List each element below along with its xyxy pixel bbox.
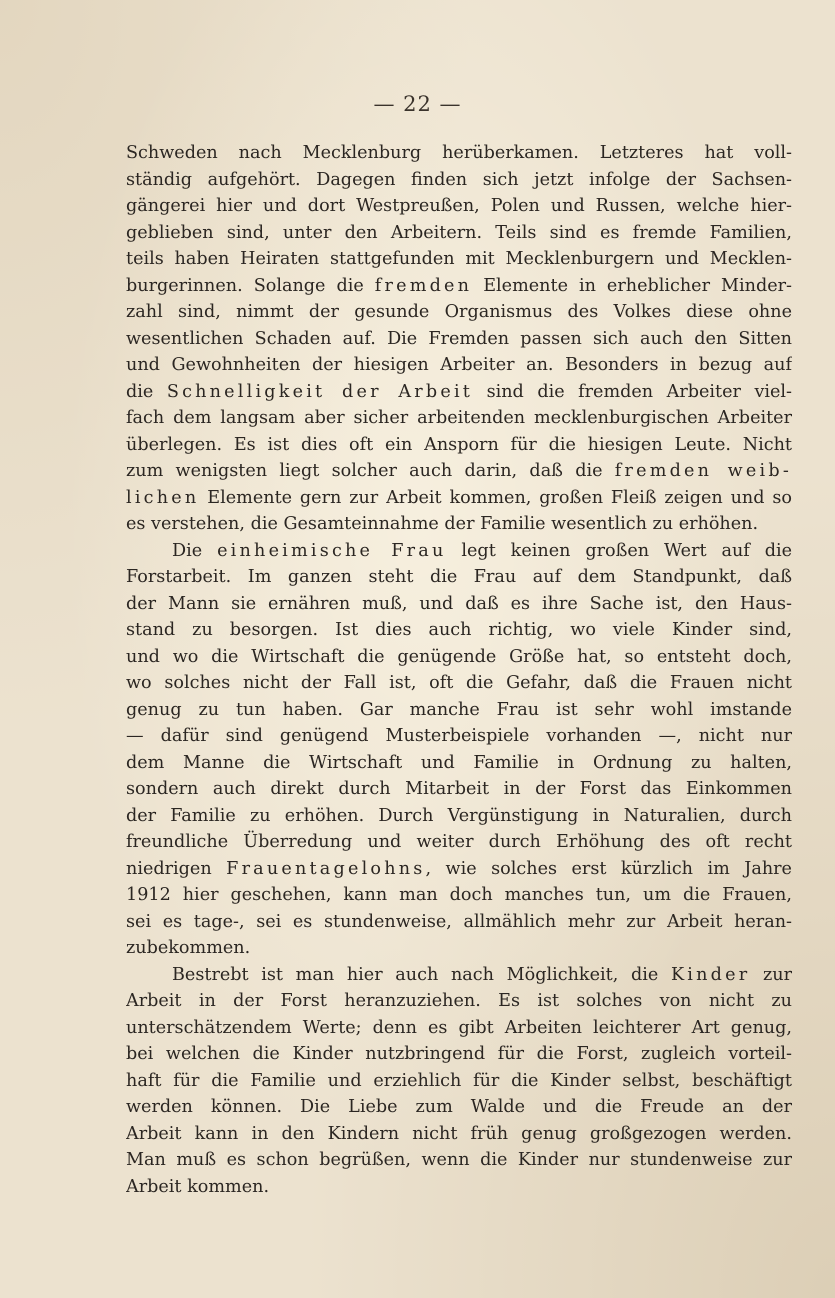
text-segment: ständig aufgehört. Dagegen finden sich jetzt infolge der Sachsen- [126,169,792,190]
text-line [126,405,792,432]
text-line [126,670,792,697]
text-segment: bei welchen die Kinder nutzbringend für die Forst, zugleich vorteil- [126,1044,792,1064]
text-segment: Arbeit in der Forst heranzuziehen. Es ist solches von nicht zu [126,991,792,1011]
text-line [126,1094,792,1121]
text-segment: es verstehen, die Gesamteinnahme der Familie wesentlich zu erhöhen. [126,514,759,534]
body-text [126,140,792,1200]
text-segment: Schweden nach Mecklenburg herüberkamen. Letzteres hat voll- [126,143,792,163]
text-line [126,803,792,830]
text-segment: genug zu tun haben. Gar manche Frau ist sehr wohl imstande [126,699,792,720]
text-line [126,723,792,750]
text-segment: sind die fremden Arbeiter viel- [473,381,792,402]
page-number: — 22 — [373,92,462,116]
text-line [126,909,792,936]
text-line [126,246,792,273]
text-segment: fach dem langsam aber sicher arbeitenden mecklenburgischen Arbeiter [126,408,792,428]
text-line [126,776,792,803]
text-segment: geblieben sind, unter den Arbeitern. Teils sind es fremde Familien, [126,222,792,243]
text-line [126,1068,792,1095]
text-segment: Arbeit kommen. [126,1176,270,1197]
text-segment: niedrigen [126,858,227,879]
text-segment: wo solches nicht der Fall ist, oft die Gefahr, daß die Frauen nicht [126,673,792,693]
text-segment: zahl sind, nimmt der gesunde Organismus des Volkes diese ohne [126,302,792,322]
text-line [126,644,792,671]
text-segment: überlegen. Es ist dies oft ein Ansporn für die hiesigen Leute. Nicht [126,434,792,455]
text-segment: legt keinen großen Wert auf die [446,540,792,561]
text-line [126,458,792,485]
emphasized-text: einheimische Frau [217,540,447,561]
text-segment: sondern auch direkt durch Mitarbeit in der Forst das Einkommen [126,779,792,799]
text-segment: Elemente in erheblicher Minder- [472,275,792,296]
text-line [126,1174,792,1201]
text-segment: wesentlichen Schaden auf. Die Fremden passen sich auch den Sitten [126,328,792,349]
text-line [126,962,792,989]
emphasized-text: Kinder [670,964,751,985]
emphasized-text: Frauentagelohns [226,858,426,879]
text-line [126,988,792,1015]
text-segment: der Mann sie ernähren muß, und daß es ihre Sache ist, den Haus- [126,593,792,614]
text-line [126,485,792,512]
text-segment: sei es tage-, sei es stundenweise, allmählich mehr zur Arbeit heran- [126,911,792,932]
text-segment: gängerei hier und dort Westpreußen, Polen und Russen, welche hier- [126,196,792,216]
text-segment: teils haben Heiraten stattgefunden mit Mecklenburgern und Mecklen- [126,249,792,269]
text-segment: Die [172,540,218,561]
text-segment: burgerinnen. Solange die [126,275,375,296]
text-segment: und wo die Wirtschaft die genügende Größe hat, so entsteht doch, [126,646,792,667]
emphasized-text: fremden [374,275,473,296]
text-segment: — dafür sind genügend Musterbeispiele vorhanden —, nicht nur [126,726,792,746]
text-line [126,1121,792,1148]
text-line [126,1147,792,1174]
text-line [126,882,792,909]
text-segment: unterschätzendem Werte; denn es gibt Arbeiten leichterer Art genug, [126,1017,792,1038]
text-segment: haft für die Familie und erziehlich für die Kinder selbst, beschäftigt [126,1070,792,1091]
text-segment: Bestrebt ist man hier auch nach Möglichkeit, die [172,964,671,985]
text-line [126,432,792,459]
text-segment: Man muß es schon begrüßen, wenn die Kinder nur stundenweise zur [126,1150,792,1170]
text-line [126,167,792,194]
text-segment: freundliche Überredung und weiter durch Erhöhung des oft recht [126,832,792,852]
text-line [126,299,792,326]
text-segment: werden können. Die Liebe zum Walde und die Freude an der [126,1097,792,1117]
text-line [126,829,792,856]
emphasized-text: fremden weib- [614,461,792,481]
text-segment: stand zu besorgen. Ist dies auch richtig, wo viele Kinder sind, [126,620,792,640]
text-segment: zubekommen. [126,938,251,958]
text-segment: 1912 hier geschehen, kann man doch manches tun, um die Frauen, [126,885,792,905]
text-line [126,326,792,353]
text-line [126,511,792,538]
emphasized-text: lichen [126,487,200,508]
emphasized-text: Schnelligkeit der Arbeit [166,381,474,402]
text-line [126,591,792,618]
text-line [126,220,792,247]
text-segment: die [126,381,167,402]
text-line [126,538,792,565]
text-segment: Elemente gern zur Arbeit kommen, großen Fleiß zeigen und so [199,487,792,508]
text-line [126,1015,792,1042]
text-segment: der Familie zu erhöhen. Durch Vergünstigung in Naturalien, durch [126,805,792,826]
text-segment: , wie solches erst kürzlich im Jahre [425,858,792,879]
text-line [126,379,792,406]
text-segment: Forstarbeit. Im ganzen steht die Frau auf dem Standpunkt, daß [126,567,792,587]
text-line [126,697,792,724]
text-line [126,193,792,220]
text-line [126,617,792,644]
text-line [126,352,792,379]
text-line [126,140,792,167]
text-line [126,273,792,300]
text-segment: dem Manne die Wirtschaft und Familie in Ordnung zu halten, [126,752,792,773]
text-line [126,750,792,777]
text-segment: Arbeit kann in den Kindern nicht früh genug großgezogen werden. [126,1123,792,1144]
text-segment: zur [750,964,792,985]
text-segment: zum wenigsten liegt solcher auch darin, daß die [126,461,615,481]
text-line [126,564,792,591]
text-line [126,935,792,962]
text-segment: und Gewohnheiten der hiesigen Arbeiter an. Besonders in bezug auf [126,355,792,375]
text-line [126,856,792,883]
text-line [126,1041,792,1068]
